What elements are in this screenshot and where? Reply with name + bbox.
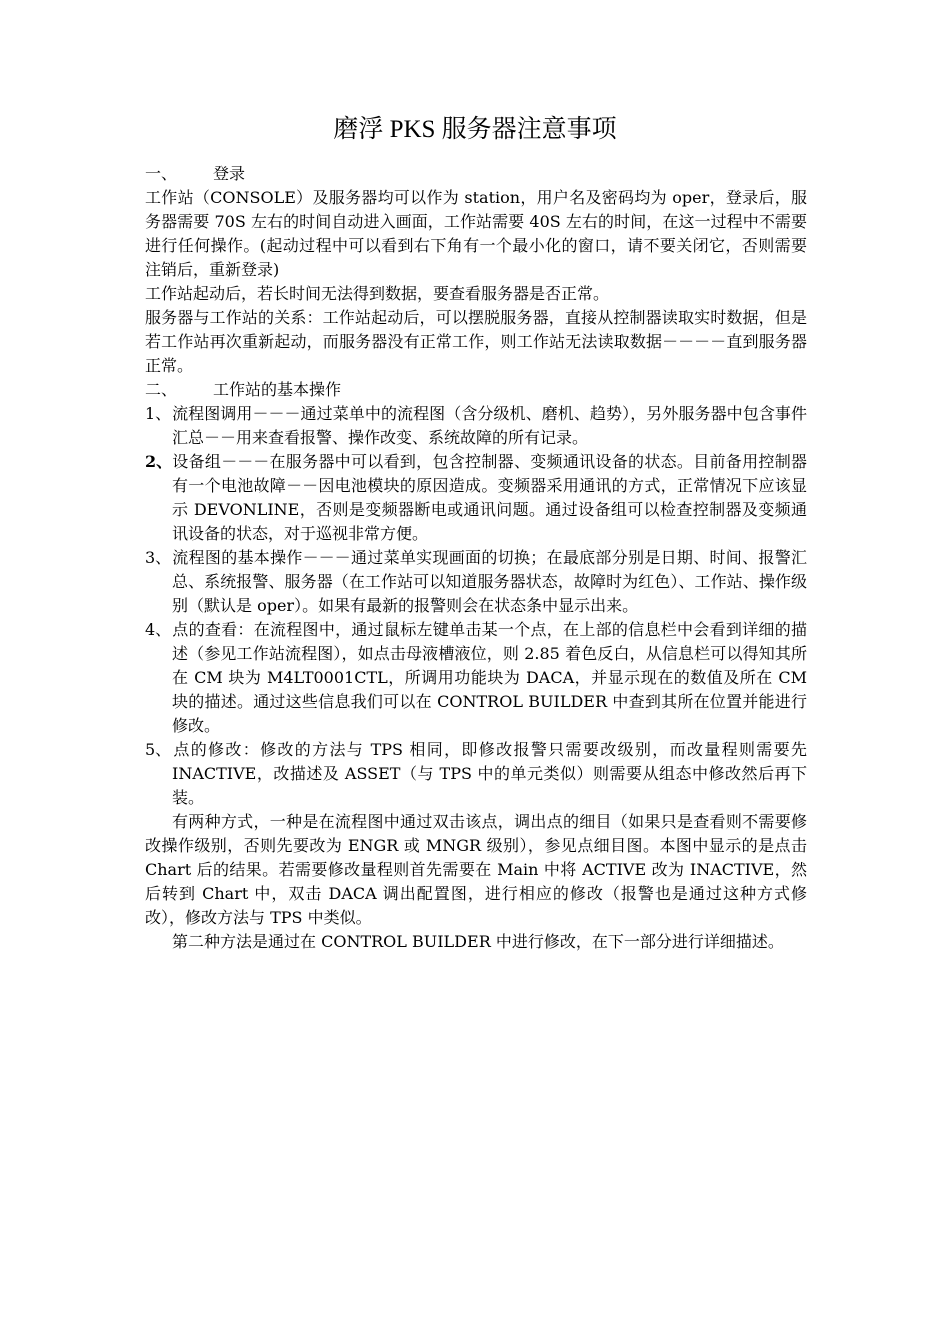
list-item <box>145 618 807 738</box>
list-item-number: 3、 <box>145 548 172 567</box>
paragraph: 工作站起动后，若长时间无法得到数据，要查看服务器是否正常。 <box>145 284 610 303</box>
list-item <box>145 402 807 450</box>
paragraph: 第二种方法是通过在 CONTROL BUILDER 中进行修改，在下一部分进行详细描述。 <box>172 932 784 951</box>
list-item-text: 点的修改：修改的方法与 TPS 相同，即修改报警只需要改级别，而改量程则需要先 INACTIVE，改描述及 ASSET（与 TPS 中的单元类似）则需要从组态中修改然后再下装。 <box>172 740 807 807</box>
section-title: 工作站的基本操作 <box>213 380 342 399</box>
list-item-number: 1、 <box>145 404 172 423</box>
list-item-text: 流程图的基本操作－－－通过菜单实现画面的切换；在最底部分别是日期、时间、报警汇总、系统报警、服务器（在工作站可以知道服务器状态，故障时为红色）、工作站、操作级别（默认是 oper）。如果有最新的报警则会在状态条中显示出来。 <box>172 548 807 615</box>
paragraph: 工作站（CONSOLE）及服务器均可以作为 station，用户名及密码均为 oper，登录后，服务器需要 70S 左右的时间自动进入画面，工作站需要 40S 左右的时间，在这一过程中不需要进行任何操作。(起动过程中可以看到右下角有一个最小化的窗口，请不要关闭它，否则需要注销后，重新登录) <box>145 188 807 279</box>
section-heading-operations <box>145 378 807 402</box>
page-title: 磨浮 PKS 服务器注意事项 <box>333 116 617 143</box>
list-item-text: 点的查看：在流程图中，通过鼠标左键单击某一个点，在上部的信息栏中会看到详细的描述（参见工作站流程图），如点击母液槽液位，则 2.85 着色反白，从信息栏可以得知其所在 CM 块为 M4LT0001CTL，所调用功能块为 DACA，并显示现在的数值及所在 CM 块的描述。通过这些信息我们可以在 CONTROL BUILDER 中查到其所在位置并能进行修改。 <box>172 620 807 735</box>
list-item-number: 2、 <box>145 452 173 471</box>
list-item <box>145 546 807 618</box>
list-item-number: 4、 <box>145 620 172 639</box>
list-item-number: 5、 <box>145 740 172 759</box>
section-title: 登录 <box>213 164 246 183</box>
list-item <box>145 738 807 810</box>
paragraph: 服务器与工作站的关系：工作站起动后，可以摆脱服务器，直接从控制器读取实时数据，但是若工作站再次重新起动，而服务器没有正常工作，则工作站无法读取数据－－－－直到服务器正常。 <box>145 308 807 375</box>
list-item-text: 设备组－－－在服务器中可以看到，包含控制器、变频通讯设备的状态。目前备用控制器有一个电池故障－－因电池模块的原因造成。变频器采用通讯的方式，正常情况下应该显示 DEVONLINE，否则是变频器断电或通讯问题。通过设备组可以检查控制器及变频通讯设备的状态，对于巡视非常方便。 <box>172 452 807 543</box>
document-body <box>145 162 807 954</box>
section-heading-login <box>145 162 807 186</box>
list-item-text: 流程图调用－－－通过菜单中的流程图（含分级机、磨机、趋势），另外服务器中包含事件汇总－－用来查看报警、操作改变、系统故障的所有记录。 <box>172 404 807 447</box>
section-number: 一、 <box>145 164 178 183</box>
list-item <box>145 450 807 546</box>
paragraph: 有两种方式，一种是在流程图中通过双击该点，调出点的细目（如果只是查看则不需要修改操作级别，否则先要改为 ENGR 或 MNGR 级别），参见点细目图。本图中显示的是点击 Chart 后的结果。若需要修改量程则首先需要在 Main 中将 ACTIVE 改为 INACTIVE，然后转到 Chart 中，双击 DACA 调出配置图，进行相应的修改（报警也是通过这种方式修改），修改方法与 TPS 中类似。 <box>145 812 807 927</box>
section-number: 二、 <box>145 380 178 399</box>
